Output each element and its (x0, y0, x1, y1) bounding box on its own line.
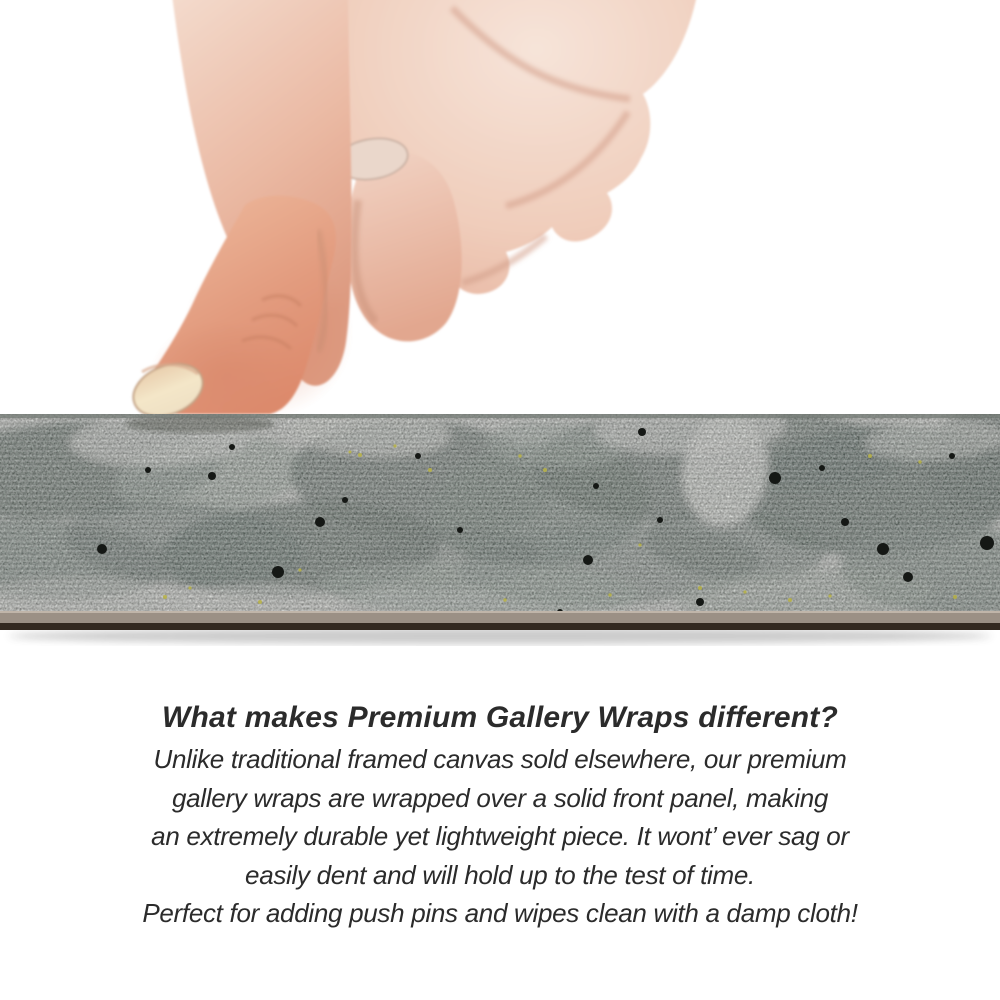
info-line-1: Unlike traditional framed canvas sold elsewhere, our premium (153, 744, 847, 774)
info-line-2: gallery wraps are wrapped over a solid front panel, making (171, 782, 829, 813)
info-line-5: Perfect for adding push pins and wipes clean with a damp cloth! (142, 898, 858, 928)
panel-bottom-edge (0, 623, 1000, 630)
strip-shadow (8, 628, 992, 644)
info-line-3: an extremely durable yet lightweight piece. It wont’ ever sag or (151, 821, 849, 851)
grain-light (0, 414, 1000, 612)
info-heading: What makes Premium Gallery Wraps different? (161, 701, 839, 734)
strip-top-edge (0, 414, 1000, 418)
panel-side-highlight (0, 611, 1000, 613)
canvas-strip (0, 399, 1000, 644)
info-line-4: easily dent and will hold up to the test of time. (245, 859, 755, 890)
hand-illustration (126, 0, 697, 430)
info-text-block (0, 696, 1000, 933)
